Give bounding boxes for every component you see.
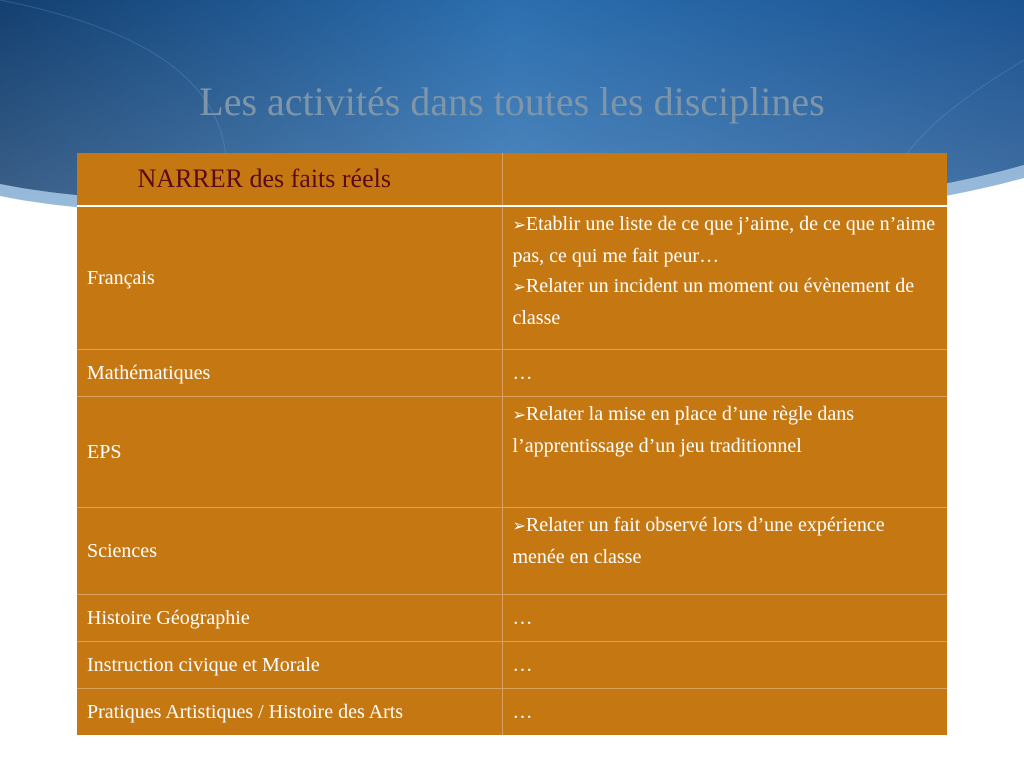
table-row (77, 642, 947, 689)
table-row (77, 397, 947, 508)
subject-cell: Pratiques Artistiques / Histoire des Arts (77, 689, 502, 736)
table-row (77, 508, 947, 595)
table-row (77, 350, 947, 397)
header-cell-empty (502, 153, 947, 206)
subject-cell: Mathématiques (77, 350, 502, 397)
arrow-bullet-icon: ➢ (512, 405, 526, 424)
arrow-bullet-icon: ➢ (512, 277, 526, 296)
slide-title: Les activités dans toutes les disciplines (199, 79, 825, 124)
table-header-row (77, 153, 947, 206)
activity-cell (502, 206, 947, 350)
arrow-bullet-icon: ➢ (512, 215, 526, 234)
subject-cell: Histoire Géographie (77, 595, 502, 642)
subject-cell: EPS (77, 397, 502, 508)
activity-cell: … (502, 595, 947, 642)
subject-cell: Instruction civique et Morale (77, 642, 502, 689)
table-row (77, 206, 947, 350)
subject-cell: Sciences (77, 508, 502, 595)
activities-table (77, 153, 947, 735)
activity-cell: … (502, 350, 947, 397)
activity-item: ➢Relater un incident un moment ou évènement de classe (512, 275, 915, 329)
activity-item: ➢Etablir une liste de ce que j’aime, de ce que n’aime pas, ce qui me fait peur… (512, 213, 936, 267)
activity-cell (502, 397, 947, 508)
table-row (77, 595, 947, 642)
activity-item: ➢Relater la mise en place d’une règle dans l’apprentissage d’un jeu traditionnel (512, 403, 855, 457)
table-row (77, 689, 947, 736)
activity-cell (502, 508, 947, 595)
header-cell-narrer: NARRER des faits réels (77, 153, 502, 206)
activity-item: ➢Relater un fait observé lors d’une expérience menée en classe (512, 514, 885, 568)
activity-cell: … (502, 689, 947, 736)
arrow-bullet-icon: ➢ (512, 516, 526, 535)
subject-cell: Français (77, 206, 502, 350)
activity-cell: … (502, 642, 947, 689)
